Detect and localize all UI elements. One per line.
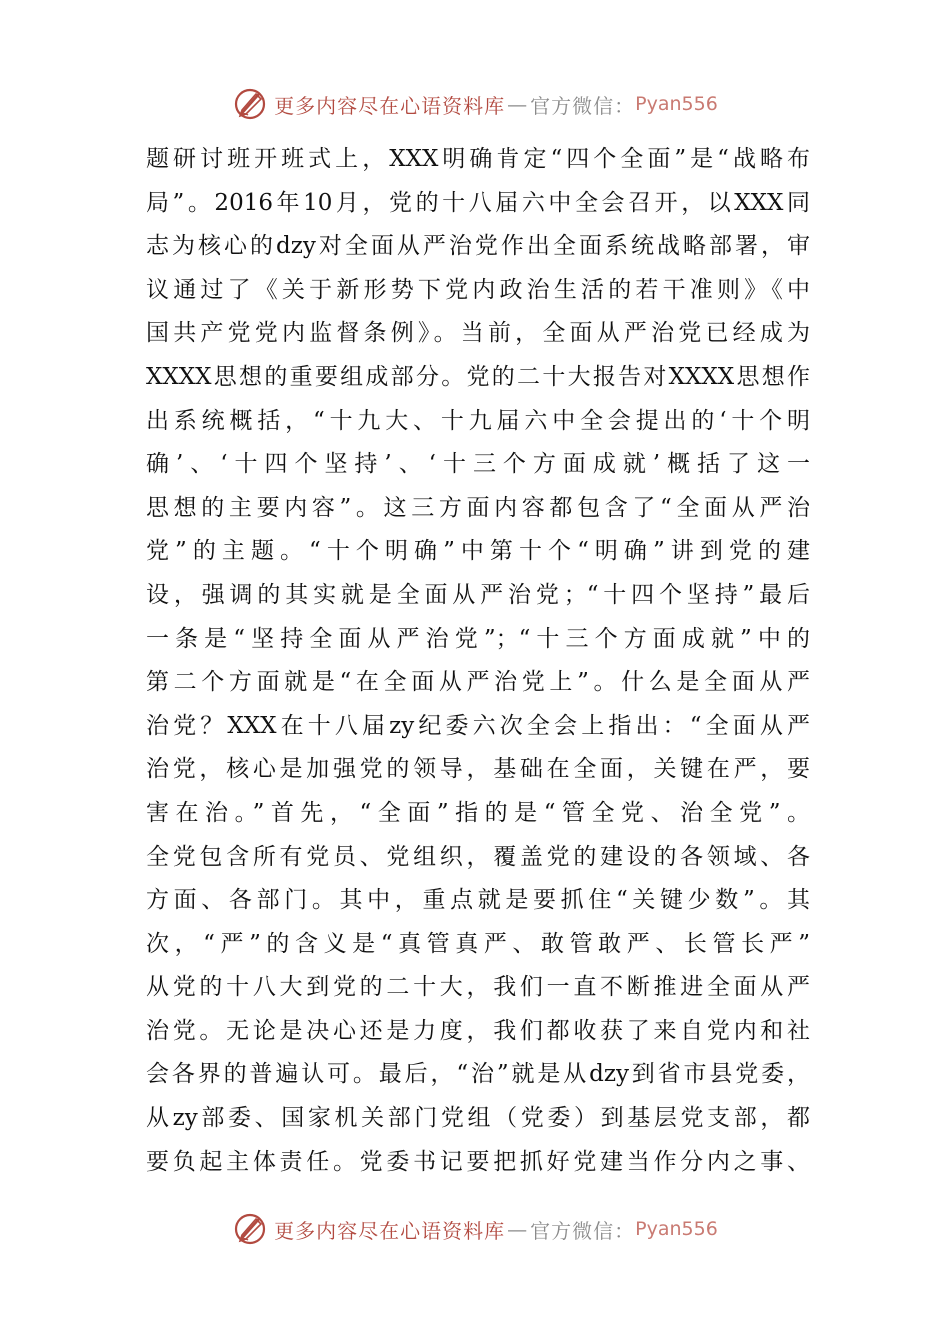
- text-line: 治党，核心是加强党的领导，基础在全面，关键在严，要: [146, 756, 810, 783]
- text-line: 设，强调的其实就是全面从严治党；“十四个坚持”最后: [146, 581, 810, 608]
- text-line: 题研讨班开班式上，XXX明确肯定“四个全面”是“战略布: [146, 146, 810, 172]
- document-body: [146, 138, 810, 1184]
- watermark-dash: —: [507, 1217, 529, 1241]
- watermark-main-text: 更多内容尽在心语资料库: [274, 93, 506, 118]
- text-line: 第二个方面就是“在全面从严治党上”。什么是全面从严: [146, 669, 810, 696]
- text-line: 从党的十八大到党的二十大，我们一直不断推进全面从严: [146, 974, 810, 1001]
- watermark-wechat-id: Pyan556: [635, 1218, 718, 1240]
- text-line: 次，“严”的含义是“真管真严、敢管敢严、长管长严”: [146, 930, 810, 957]
- text-line: 确’、‘十四个坚持’、‘十三个方面成就’概括了这一: [146, 451, 810, 478]
- watermark-dash: —: [507, 92, 529, 116]
- text-line: 出系统概括，“十九大、十九届六中全会提出的‘十个明: [146, 407, 810, 434]
- watermark-sub-text: 官方微信：: [530, 93, 636, 118]
- header-watermark: [0, 84, 950, 124]
- text-line: 会各界的普遍认可。最后，“治”就是从dzy到省市县党委，: [146, 1061, 810, 1088]
- footer-watermark: [0, 1209, 950, 1249]
- text-line: 害在治。”首先，“全面”指的是“管全党、治全党”。: [146, 799, 810, 826]
- text-line: 治党？XXX在十八届zy纪委六次全会上指出：“全面从严: [146, 712, 810, 739]
- text-line: 要负起主体责任。党委书记要把抓好党建当作分内之事、: [146, 1148, 810, 1175]
- text-line: 治党。无论是决心还是力度，我们都收获了来自党内和社: [146, 1017, 810, 1044]
- text-line: 议通过了《关于新形势下党内政治生活的若干准则》《中: [146, 276, 810, 303]
- watermark-sub-text: 官方微信：: [530, 1218, 636, 1243]
- text-line: 志为核心的dzy对全面从严治党作出全面系统战略部署，审: [146, 233, 810, 260]
- text-line: 一条是“坚持全面从严治党”；“十三个方面成就”中的: [146, 625, 810, 652]
- pen-logo-icon: [232, 86, 268, 122]
- text-line: 国共产党党内监督条例》。当前，全面从严治党已经成为: [146, 320, 810, 347]
- text-line: 从zy部委、国家机关部门党组（党委）到基层党支部，都: [146, 1105, 810, 1132]
- watermark-wechat-id: Pyan556: [635, 93, 718, 115]
- pen-logo-icon: [232, 1211, 268, 1247]
- text-line: 局”。2016年10月，党的十八届六中全会召开，以XXX同: [146, 189, 810, 216]
- text-line: 思想的主要内容”。这三方面内容都包含了“全面从严治: [146, 494, 810, 521]
- watermark-main-text: 更多内容尽在心语资料库: [274, 1218, 506, 1243]
- text-line: 全党包含所有党员、党组织，覆盖党的建设的各领域、各: [146, 843, 810, 870]
- text-line: 党”的主题。“十个明确”中第十个“明确”讲到党的建: [146, 538, 810, 565]
- text-line: 方面、各部门。其中，重点就是要抓住“关键少数”。其: [146, 887, 810, 914]
- text-line: XXXX思想的重要组成部分。党的二十大报告对XXXX思想作: [146, 363, 810, 390]
